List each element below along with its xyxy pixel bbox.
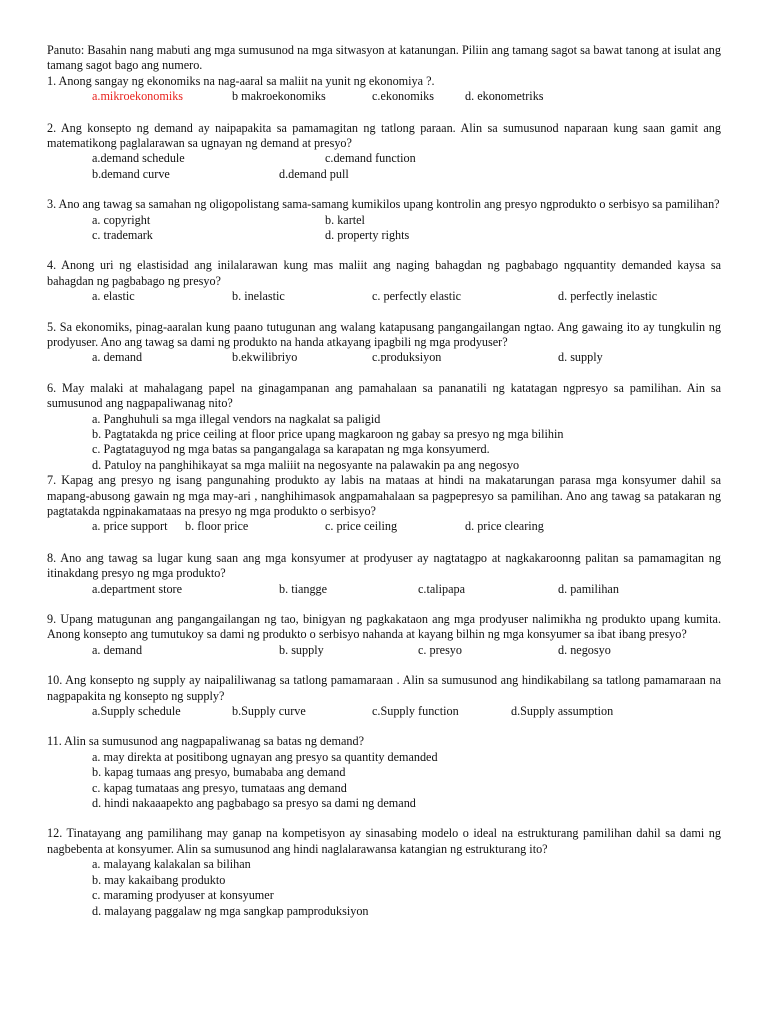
answer-option: c.Supply function [372,704,459,719]
answer-option: c. presyo [418,642,462,657]
answer-options-row [47,350,721,365]
answer-option: a. price support [92,519,168,534]
answer-option: d. Patuloy na panghihikayat sa mga maliiit na negosyante na palawakin pa ang negosyo [92,457,520,472]
answer-option: c.ekonomiks [372,89,434,104]
answer-option: c. kapag tumataas ang presyo, tumataas ang demand [92,780,347,795]
answer-option: b. tiangge [279,581,328,596]
answer-option: b.demand curve [92,166,170,181]
answer-option: a. malayang kalakalan sa bilihan [92,857,251,872]
answer-option: a. demand [92,350,143,365]
question-stem: 12. Tinatayang ang pamilihang may ganap na kompetisyon ay sinasabing modelo o ideal na estrukturang pamilihan dahil sa dami ng nagbebenta at konsyumer. Alin sa sumusunod ang hindi naglalarawansa katangian ng estrukturang ito? [47,826,721,856]
answer-option: a. may direkta at positibong ugnayan ang presyo sa quantity demanded [92,749,438,764]
answer-options-row [47,228,721,243]
worksheet [47,43,721,919]
answer-option: a.department store [92,581,183,596]
answer-option: d. hindi nakaaapekto ang pagbabago sa presyo sa dami ng demand [92,796,416,811]
answer-option: d. price clearing [465,519,544,534]
answer-option: b makroekonomiks [232,89,326,104]
question-stem: 5. Sa ekonomiks, pinag-aaralan kung paano tutugunan ang walang katapusang pangangailangan ngtao. Ang gawaing ito ay tungkulin ng prodyuser. Ano ang tawag sa dami ng produkto na handa atkayang ipagbili ng mga prodyuser? [47,319,721,349]
question-5 [47,320,721,366]
question-stem: 2. Ang konsepto ng demand ay naipapakita sa pamamagitan ng tatlong paraan. Alin sa sumusunod naparaan kung saan gamit ang matematikong paglalarawan sa ugnayan ng demand at presyo? [47,120,721,151]
answer-option: b.Supply curve [232,704,306,719]
answer-option: d. supply [558,350,603,365]
answer-option: d. pamilihan [558,581,619,596]
instructions: Panuto: Basahin nang mabuti ang mga sumusunod na mga sitwasyon at katanungan. Piliin ang tamang sagot sa bawat tanong at isulat ang tamang sagot bago ang numero. [47,43,721,73]
answer-option: a. copyright [92,212,151,227]
answer-option: b. kartel [325,212,365,227]
answer-option: b. inelastic [232,289,285,304]
answer-option: b. floor price [185,519,249,534]
answer-options-row [47,89,721,104]
answer-option: d. negosyo [558,642,611,657]
question-8 [47,551,721,597]
answer-option: a. Panghuhuli sa mga illegal vendors na nagkalat sa paligid [92,411,381,426]
question-stem: 11. Alin sa sumusunod ang nagpapaliwanag sa batas ng demand? [47,734,365,749]
question-stem: 1. Anong sangay ng ekonomiks na nag-aaral sa maliit na yunit ng ekonomiya ?. [47,73,435,88]
question-stem: 3. Ano ang tawag sa samahan ng oligopolistang sama-samang kumikilos upang kontrolin ang presyo ngprodukto o serbisyo sa pamilihan? [47,197,720,212]
answer-option: d. malayang paggalaw ng mga sangkap pamproduksiyon [92,903,369,918]
answer-option: b. may kakaibang produkto [92,872,226,887]
answer-option: d.demand pull [279,166,349,181]
answer-option: b. supply [279,642,324,657]
answer-options-row [47,213,721,228]
answer-option: a.mikroekonomiks [92,89,184,104]
answer-option: c. maraming prodyuser at konsyumer [92,888,274,903]
question-stem: 8. Ano ang tawag sa lugar kung saan ang mga konsyumer at prodyuser ay nagtatagpo at nagkakaroonng palitan sa pamamagitan ng itinakdang presyo ng mga produkto? [47,550,721,581]
question-stem: 4. Anong uri ng elastisidad ang inilalarawan kung mas maliit ang naging bahagdan ng pagbabago ngquantity demanded kaysa sa bahagdan ng pagbabago ng presyo? [47,258,721,288]
answer-option: c.demand function [325,151,416,166]
question-stem: 6. May malaki at mahalagang papel na ginagampanan ang pamahalaan sa pananatili ng katatagan ngpresyo sa pamilihan. Ain sa sumusunod ang nagpapaliwanag nito? [47,380,721,411]
answer-option: c. Pagtataguyod ng mga batas sa pangangalaga sa karapatan ng mga konsyumerd. [92,442,490,457]
question-12 [47,826,721,918]
answer-option: b. kapag tumaas ang presyo, bumababa ang demand [92,765,346,780]
answer-options-row [47,704,721,719]
answer-option: d. ekonometriks [465,89,544,104]
answer-options-row [47,151,721,166]
answer-option: c.produksiyon [372,350,442,365]
question-list [47,74,721,919]
answer-options-row [47,519,721,534]
answer-option: a.demand schedule [92,151,185,166]
question-11 [47,734,721,811]
answer-option: c.talipapa [418,581,466,596]
question-10 [47,673,721,719]
answer-option: b. Pagtatakda ng price ceiling at floor price upang magkaroon ng gabay sa presyo ng mga bilihin [92,427,564,442]
answer-option: c. trademark [92,228,153,242]
answer-option: d.Supply assumption [511,704,614,719]
answer-option: d. perfectly inelastic [558,289,658,304]
answer-option: c. price ceiling [325,519,398,534]
question-1 [47,74,721,105]
answer-options-row [47,582,721,597]
question-2 [47,121,721,183]
answer-options-row [47,289,721,304]
question-stem: 7. Kapag ang presyo ng isang pangunahing produkto ay labis na mataas at hindi na makatarungan parasa mga konsyumer dahil sa mapang-abusong gawain ng mga may-ari , nanghihimasok angpamahalaan sa pagpepresyo sa pamilihan. Ano ang tawag sa patakaran ng pagtatakda ngpinakamataas na presyo ng mga produkto o serbisyo? [47,473,721,519]
question-4 [47,258,721,304]
question-9 [47,612,721,658]
question-stem: 9. Upang matugunan ang pangangailangan ng tao, binigyan ng pagkakataon ang mga prodyuser nalimikha ng produkto upang kumita. Anong konsepto ang tumutukoy sa dami ng produkto o serbisyo nahanda at kayang bilhin ng mga konsyumer sa ibat ibang presyo? [47,612,721,642]
answer-options-row [47,167,721,182]
answer-option: a. elastic [92,289,135,304]
question-6 [47,381,721,473]
answer-option: b.ekwilibriyo [232,350,298,365]
answer-option: a.Supply schedule [92,704,181,719]
question-3 [47,197,721,243]
question-7 [47,473,721,535]
answer-option: d. property rights [325,228,410,242]
answer-option: a. demand [92,642,143,657]
answer-option: c. perfectly elastic [372,289,461,304]
question-stem: 10. Ang konsepto ng supply ay naipaliliwanag sa tatlong pamamaraan . Alin sa sumusunod ang hindikabilang sa tatlong pamamaraan na nagpapakita ng konsepto ng supply? [47,673,721,703]
answer-options-row [47,643,721,658]
